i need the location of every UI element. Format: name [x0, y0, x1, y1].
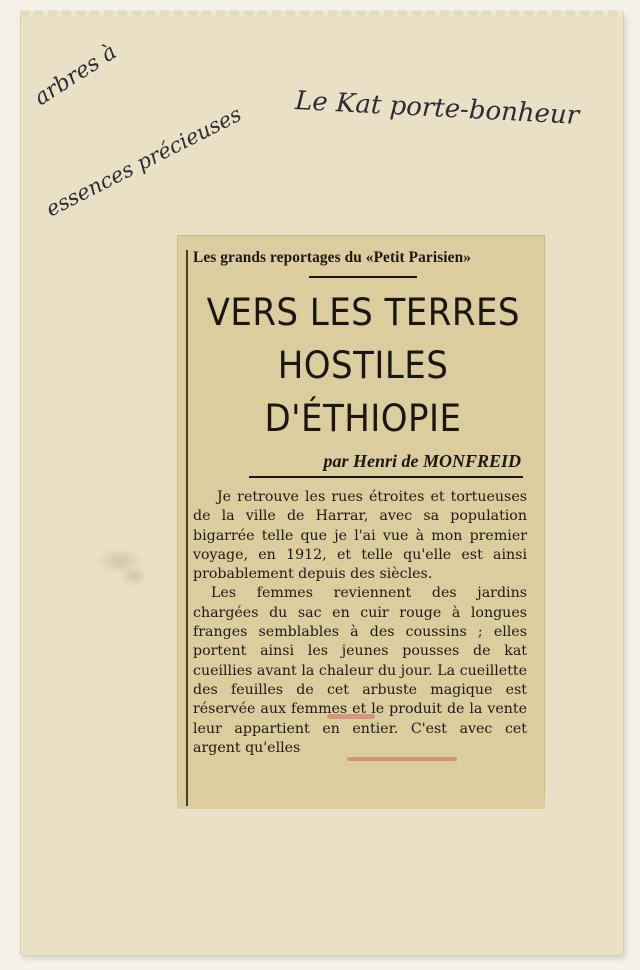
handwritten-note-line-1: arbres à: [30, 39, 122, 111]
article-paragraph-2: Les femmes reviennent des jardins chargées du sac en cuir rouge à longues franges semblables à des coussins ; elles portent ainsi les jeunes pousses de kat cueillies avant la chaleur du jour. La cueillette des feuilles de cet arbuste magique est réservée aux femmes et le produit de la vente leur appartient en entier. C'est avec cet argent qu'elles: [193, 585, 527, 756]
red-underline-mark: [327, 714, 375, 719]
red-underline-mark: [347, 757, 457, 761]
handwritten-note-line-2: essences précieuses: [42, 101, 246, 222]
clipping-cut-edge: [177, 795, 545, 809]
headline-line-2: HOSTILES: [277, 344, 449, 387]
headline: [207, 286, 520, 445]
stain-mark: [120, 566, 148, 586]
clipping-content: [193, 249, 533, 758]
article-paragraph-1: Je retrouve les rues étroites et tortueuses de la ville de Harrar, avec sa population bigarrée telle que je l'ai vue à mon premier voyage, en 1912, et telle qu'elle est ainsi probablement depuis des siècles.: [193, 489, 527, 583]
torn-top-edge: [20, 10, 624, 16]
newspaper-clipping: [177, 235, 545, 809]
column-rule: [186, 250, 188, 806]
kicker-rule: [309, 276, 417, 278]
byline-rule: [249, 476, 523, 478]
byline: par Henri de MONFREID: [323, 451, 521, 471]
headline-line-3: D'ÉTHIOPIE: [264, 397, 462, 440]
kicker: Les grands reportages du «Petit Parisien»: [193, 249, 471, 266]
headline-line-1: VERS LES TERRES: [206, 291, 521, 334]
handwritten-note-title: Le Kat porte-bonheur: [294, 86, 580, 131]
